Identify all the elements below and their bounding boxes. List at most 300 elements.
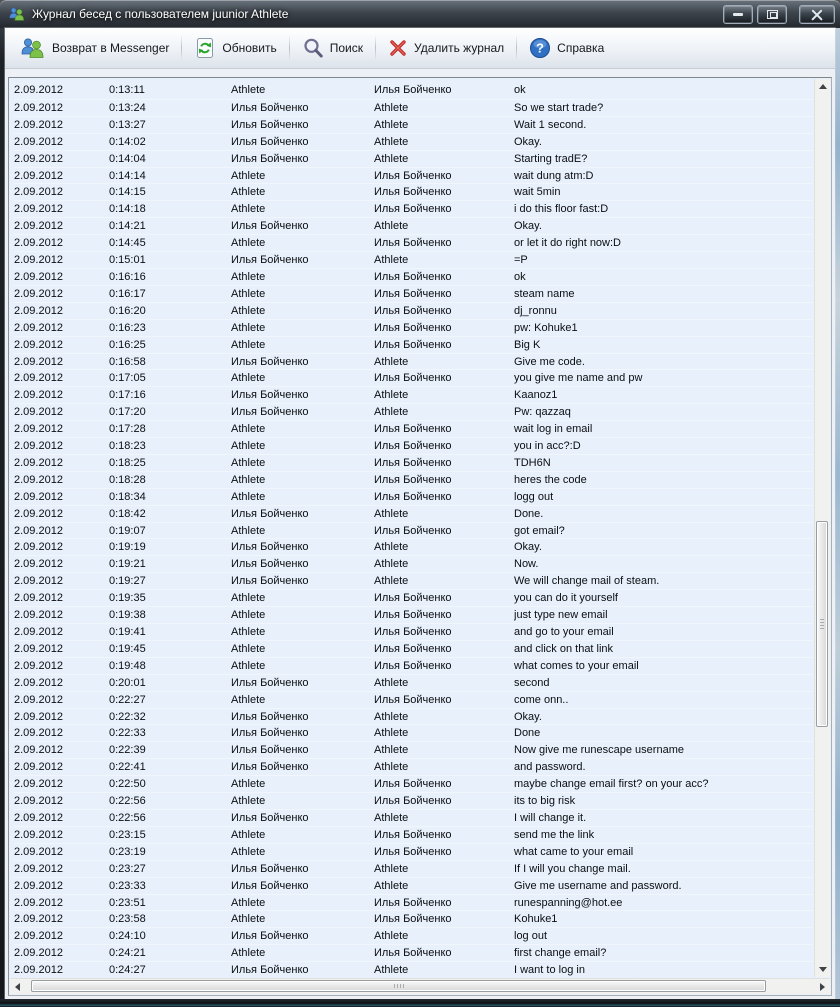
row-recipient: Athlete: [374, 710, 409, 723]
row-message: got email?: [514, 524, 565, 537]
row-date: 2.09.2012: [14, 879, 63, 892]
row-sender: Илья Бойченко: [231, 135, 309, 148]
vertical-scrollbar[interactable]: [814, 79, 830, 977]
chat-log-row[interactable]: [14, 150, 813, 167]
row-sender: Илья Бойченко: [231, 389, 309, 402]
chat-log-row[interactable]: [14, 843, 813, 860]
row-message: Give me username and password.: [514, 879, 682, 892]
chat-log-row[interactable]: [14, 217, 813, 234]
delete-log-button[interactable]: [379, 34, 513, 62]
row-time: 0:19:19: [109, 541, 146, 554]
row-sender: Athlete: [231, 473, 266, 486]
row-message: Done.: [514, 507, 544, 520]
toolbar-button-label: Обновить: [222, 41, 277, 55]
row-date: 2.09.2012: [14, 423, 63, 436]
row-date: 2.09.2012: [14, 761, 63, 774]
row-sender: Илья Бойченко: [231, 727, 309, 740]
chat-log-row[interactable]: [14, 640, 813, 657]
row-date: 2.09.2012: [14, 964, 63, 977]
row-sender: Athlete: [231, 913, 266, 926]
row-time: 0:18:25: [109, 456, 146, 469]
chat-log-row[interactable]: [14, 944, 813, 961]
toolbar-button-label: Удалить журнал: [414, 41, 505, 55]
scroll-up-icon: [819, 84, 827, 89]
row-time: 0:17:16: [109, 389, 146, 402]
row-date: 2.09.2012: [14, 913, 63, 926]
row-time: 0:13:24: [109, 101, 146, 114]
row-recipient: Илья Бойченко: [374, 693, 452, 706]
row-sender: Илья Бойченко: [231, 862, 309, 875]
toolbar-button-label: Поиск: [329, 41, 364, 55]
row-sender: Илья Бойченко: [231, 744, 309, 757]
row-date: 2.09.2012: [14, 727, 63, 740]
row-date: 2.09.2012: [14, 473, 63, 486]
row-time: 0:17:28: [109, 423, 146, 436]
chat-log-row[interactable]: [14, 353, 813, 370]
chat-log-row[interactable]: [14, 437, 813, 454]
chat-log-row[interactable]: [14, 691, 813, 708]
row-message: Starting tradE?: [514, 152, 588, 165]
row-time: 0:18:42: [109, 507, 146, 520]
row-time: 0:18:34: [109, 490, 146, 503]
row-time: 0:23:51: [109, 896, 146, 909]
row-message: Give me code.: [514, 355, 585, 368]
row-date: 2.09.2012: [14, 186, 63, 199]
row-sender: Илья Бойченко: [231, 930, 309, 943]
row-date: 2.09.2012: [14, 609, 63, 622]
row-recipient: Илья Бойченко: [374, 287, 452, 300]
row-sender: Athlete: [231, 84, 266, 96]
chat-log-row[interactable]: [14, 657, 813, 674]
maximize-button[interactable]: [757, 5, 787, 24]
row-time: 0:19:38: [109, 609, 146, 622]
row-sender: Илья Бойченко: [231, 710, 309, 723]
row-time: 0:19:35: [109, 592, 146, 605]
chat-log-row[interactable]: [14, 302, 813, 319]
chat-log-row[interactable]: [14, 860, 813, 877]
chat-log-row[interactable]: [14, 251, 813, 268]
row-date: 2.09.2012: [14, 118, 63, 131]
row-sender: Athlete: [231, 592, 266, 605]
row-time: 0:23:19: [109, 845, 146, 858]
chat-log-row[interactable]: [14, 538, 813, 555]
row-time: 0:14:04: [109, 152, 146, 165]
chat-log-row[interactable]: [14, 386, 813, 403]
chat-log-row[interactable]: [14, 200, 813, 217]
row-date: 2.09.2012: [14, 828, 63, 841]
row-recipient: Athlete: [374, 355, 409, 368]
row-message: or let it do right now:D: [514, 237, 621, 250]
row-message: Kohuke1: [514, 913, 558, 926]
scroll-left-button[interactable]: [10, 979, 25, 994]
row-message: Now give me runescape username: [514, 744, 684, 757]
horizontal-scrollbar[interactable]: [10, 978, 830, 994]
chat-log-row[interactable]: [14, 589, 813, 606]
chat-log-row[interactable]: [14, 82, 813, 99]
row-recipient: Илья Бойченко: [374, 423, 452, 436]
row-time: 0:16:16: [109, 270, 146, 283]
row-sender: Илья Бойченко: [231, 220, 309, 233]
help-icon: [529, 37, 551, 59]
toolbar-separator: [289, 35, 290, 61]
return-to-messenger-button[interactable]: [11, 32, 178, 64]
row-recipient: Athlete: [374, 862, 409, 875]
maximize-icon: [767, 10, 778, 19]
row-recipient: Илья Бойченко: [374, 592, 452, 605]
window-frame-bottom: [0, 999, 840, 1007]
chat-log-row[interactable]: [14, 505, 813, 522]
row-time: 0:22:33: [109, 727, 146, 740]
row-sender: Athlete: [231, 609, 266, 622]
row-sender: Athlete: [231, 947, 266, 960]
chat-log-row[interactable]: [14, 133, 813, 150]
row-recipient: Илья Бойченко: [374, 896, 452, 909]
row-sender: Athlete: [231, 169, 266, 182]
row-date: 2.09.2012: [14, 524, 63, 537]
row-date: 2.09.2012: [14, 270, 63, 283]
row-time: 0:16:20: [109, 304, 146, 317]
toolbar-button-label: Справка: [557, 41, 605, 55]
chat-log-row[interactable]: [14, 99, 813, 116]
vertical-scrollbar-thumb[interactable]: [816, 521, 828, 727]
chat-log-row[interactable]: [14, 167, 813, 184]
row-recipient: Athlete: [374, 879, 409, 892]
row-date: 2.09.2012: [14, 237, 63, 250]
chat-log-row[interactable]: [14, 116, 813, 133]
scroll-down-button[interactable]: [815, 962, 830, 977]
row-date: 2.09.2012: [14, 693, 63, 706]
chat-log-row[interactable]: [14, 894, 813, 911]
row-date: 2.09.2012: [14, 845, 63, 858]
row-time: 0:18:23: [109, 440, 146, 453]
scroll-right-icon: [820, 983, 825, 991]
row-sender: Athlete: [231, 795, 266, 808]
row-message: send me the link: [514, 828, 595, 841]
row-date: 2.09.2012: [14, 372, 63, 385]
chat-log-row[interactable]: [14, 623, 813, 640]
row-date: 2.09.2012: [14, 321, 63, 334]
refresh-button[interactable]: [185, 33, 285, 63]
row-date: 2.09.2012: [14, 862, 63, 875]
row-recipient: Илья Бойченко: [374, 186, 452, 199]
row-sender: Илья Бойченко: [231, 879, 309, 892]
row-time: 0:23:27: [109, 862, 146, 875]
svg-text:?: ?: [536, 40, 545, 56]
row-sender: Athlete: [231, 372, 266, 385]
row-sender: Athlete: [231, 626, 266, 638]
row-sender: Athlete: [231, 659, 266, 672]
row-message: If I will you change mail.: [514, 862, 631, 875]
row-time: 0:22:56: [109, 795, 146, 808]
row-date: 2.09.2012: [14, 507, 63, 520]
row-date: 2.09.2012: [14, 744, 63, 757]
row-date: 2.09.2012: [14, 490, 63, 503]
search-icon: [302, 37, 324, 59]
close-button[interactable]: [799, 5, 835, 24]
search-button[interactable]: [293, 33, 372, 63]
row-message: dj_ronnu: [514, 304, 557, 317]
chat-log-row[interactable]: [14, 927, 813, 944]
row-recipient: Илья Бойченко: [374, 321, 452, 334]
title-bar: [0, 0, 840, 28]
row-time: 0:24:27: [109, 964, 146, 977]
chat-log-row[interactable]: [14, 674, 813, 691]
row-recipient: Athlete: [374, 575, 409, 588]
chat-log-row[interactable]: [14, 336, 813, 353]
row-message: logg out: [514, 490, 554, 503]
row-message: you in acc?:D: [514, 440, 581, 453]
row-sender: Athlete: [231, 896, 266, 909]
row-message: Wait 1 second.: [514, 118, 587, 131]
row-message: heres the code: [514, 473, 587, 486]
row-message: Big K: [514, 338, 541, 351]
row-sender: Athlete: [231, 321, 266, 334]
row-recipient: Илья Бойченко: [374, 845, 452, 858]
row-sender: Илья Бойченко: [231, 152, 309, 165]
row-recipient: Athlete: [374, 135, 409, 148]
messenger-buddies-icon: [8, 6, 26, 22]
row-recipient: Athlete: [374, 676, 409, 689]
row-time: 0:23:15: [109, 828, 146, 841]
row-message: wait dung atm:D: [514, 169, 594, 182]
messenger-buddies-icon: [20, 36, 46, 60]
row-sender: Athlete: [231, 304, 266, 317]
row-recipient: Athlete: [374, 930, 409, 943]
row-recipient: Илья Бойченко: [374, 237, 452, 250]
row-time: 0:13:11: [109, 84, 145, 96]
row-date: 2.09.2012: [14, 389, 63, 402]
row-date: 2.09.2012: [14, 778, 63, 791]
row-recipient: Илья Бойченко: [374, 169, 452, 182]
row-message: Okay.: [514, 710, 542, 723]
row-date: 2.09.2012: [14, 541, 63, 554]
chat-log-row[interactable]: [14, 961, 813, 977]
row-recipient: Илья Бойченко: [374, 642, 452, 655]
row-time: 0:16:23: [109, 321, 146, 334]
chat-log-row[interactable]: [14, 234, 813, 251]
row-message: second: [514, 676, 550, 689]
row-date: 2.09.2012: [14, 135, 63, 148]
row-message: ok: [514, 84, 526, 96]
row-sender: Athlete: [231, 203, 266, 216]
delete-log-icon: [388, 38, 408, 58]
chat-log-row[interactable]: [14, 285, 813, 302]
row-recipient: Athlete: [374, 964, 409, 977]
row-sender: Athlete: [231, 693, 266, 706]
row-sender: Athlete: [231, 186, 266, 199]
scroll-right-button[interactable]: [815, 979, 830, 994]
row-message: TDH6N: [514, 456, 551, 469]
row-date: 2.09.2012: [14, 254, 63, 267]
row-sender: Athlete: [231, 828, 266, 841]
row-sender: Athlete: [231, 642, 266, 655]
chat-log-row[interactable]: [14, 877, 813, 894]
row-sender: Илья Бойченко: [231, 254, 309, 267]
row-recipient: Илья Бойченко: [374, 659, 452, 672]
chat-log-row[interactable]: [14, 555, 813, 572]
row-recipient: Илья Бойченко: [374, 778, 452, 791]
row-time: 0:22:50: [109, 778, 146, 791]
row-message: So we start trade?: [514, 101, 604, 114]
close-icon: [811, 9, 823, 21]
row-date: 2.09.2012: [14, 406, 63, 419]
toolbar-separator: [516, 35, 517, 61]
row-sender: Athlete: [231, 287, 266, 300]
row-recipient: Илья Бойченко: [374, 270, 452, 283]
row-time: 0:15:01: [109, 254, 146, 267]
row-recipient: Илья Бойченко: [374, 304, 452, 317]
row-message: ok: [514, 270, 526, 283]
row-message: its to big risk: [514, 795, 576, 808]
row-time: 0:17:20: [109, 406, 146, 419]
row-message: =P: [514, 254, 528, 267]
row-time: 0:22:32: [109, 710, 146, 723]
chat-log-row[interactable]: [14, 758, 813, 775]
row-recipient: Илья Бойченко: [374, 203, 452, 216]
row-recipient: Athlete: [374, 389, 409, 402]
chat-log-row[interactable]: [14, 809, 813, 826]
scroll-up-button[interactable]: [815, 79, 830, 94]
row-recipient: Athlete: [374, 541, 409, 554]
row-sender: Илья Бойченко: [231, 118, 309, 131]
chat-log-row[interactable]: [14, 471, 813, 488]
row-message: wait 5min: [514, 186, 561, 199]
row-sender: Илья Бойченко: [231, 676, 309, 689]
horizontal-scrollbar-thumb[interactable]: [31, 980, 766, 992]
row-message: you can do it yourself: [514, 592, 618, 605]
chat-log-row[interactable]: [14, 369, 813, 386]
chat-log-row[interactable]: [14, 910, 813, 927]
chat-log-row[interactable]: [14, 420, 813, 437]
row-message: and go to your email: [514, 626, 614, 638]
row-time: 0:19:41: [109, 626, 146, 638]
row-time: 0:14:21: [109, 220, 146, 233]
help-button[interactable]: [520, 33, 613, 63]
chat-log-row[interactable]: [14, 775, 813, 792]
row-recipient: Илья Бойченко: [374, 795, 452, 808]
row-recipient: Athlete: [374, 811, 409, 824]
chat-log-row[interactable]: [14, 572, 813, 589]
row-sender: Athlete: [231, 456, 266, 469]
row-time: 0:19:45: [109, 642, 146, 655]
row-sender: Илья Бойченко: [231, 575, 309, 588]
row-message: We will change mail of steam.: [514, 575, 660, 588]
row-sender: Илья Бойченко: [231, 355, 309, 368]
row-message: log out: [514, 930, 548, 943]
row-recipient: Athlete: [374, 744, 409, 757]
row-message: steam name: [514, 287, 575, 300]
row-date: 2.09.2012: [14, 642, 63, 655]
row-recipient: Илья Бойченко: [374, 440, 452, 453]
row-sender: Athlete: [231, 440, 266, 453]
row-message: Done: [514, 727, 541, 740]
row-time: 0:19:07: [109, 524, 146, 537]
row-time: 0:19:21: [109, 558, 146, 571]
toolbar-separator: [375, 35, 376, 61]
row-recipient: Илья Бойченко: [374, 828, 452, 841]
chat-log-row[interactable]: [14, 708, 813, 725]
row-date: 2.09.2012: [14, 304, 63, 317]
row-time: 0:13:27: [109, 118, 146, 131]
chat-log-listview: [8, 77, 832, 996]
toolbar: [5, 28, 835, 69]
row-time: 0:19:27: [109, 575, 146, 588]
row-date: 2.09.2012: [14, 676, 63, 689]
row-time: 0:16:17: [109, 287, 146, 300]
row-recipient: Athlete: [374, 101, 409, 114]
row-recipient: Athlete: [374, 118, 409, 131]
chat-log-row[interactable]: [14, 454, 813, 471]
row-time: 0:14:02: [109, 135, 146, 148]
window-controls: [719, 5, 835, 24]
row-recipient: Athlete: [374, 558, 409, 571]
chat-log-row[interactable]: [14, 183, 813, 200]
row-sender: Илья Бойченко: [231, 558, 309, 571]
row-recipient: Илья Бойченко: [374, 490, 452, 503]
chat-log-row[interactable]: [14, 488, 813, 505]
row-message: Okay.: [514, 541, 542, 554]
row-message: Now.: [514, 558, 539, 571]
row-recipient: Athlete: [374, 507, 409, 520]
row-time: 0:16:58: [109, 355, 146, 368]
row-time: 0:16:25: [109, 338, 146, 351]
row-message: you give me name and pw: [514, 372, 643, 385]
chat-log-row[interactable]: [14, 522, 813, 539]
row-date: 2.09.2012: [14, 811, 63, 824]
row-message: pw: Kohuke1: [514, 321, 578, 334]
chat-log-row[interactable]: [14, 826, 813, 843]
row-sender: Илья Бойченко: [231, 811, 309, 824]
window-title: Журнал бесед с пользователем juunior Athlete: [32, 7, 289, 21]
chat-log-row[interactable]: [14, 606, 813, 623]
row-date: 2.09.2012: [14, 659, 63, 672]
row-message: come onn..: [514, 693, 569, 706]
row-sender: Athlete: [231, 524, 266, 537]
row-date: 2.09.2012: [14, 84, 63, 96]
row-date: 2.09.2012: [14, 287, 63, 300]
row-sender: Athlete: [231, 270, 266, 283]
row-recipient: Илья Бойченко: [374, 609, 452, 622]
row-message: Pw: qazzaq: [514, 406, 571, 419]
row-date: 2.09.2012: [14, 220, 63, 233]
chat-log-row[interactable]: [14, 319, 813, 336]
row-date: 2.09.2012: [14, 896, 63, 909]
row-sender: Илья Бойченко: [231, 406, 309, 419]
minimize-button[interactable]: [723, 5, 753, 24]
row-date: 2.09.2012: [14, 930, 63, 943]
row-time: 0:14:45: [109, 237, 146, 250]
chat-log-row[interactable]: [14, 741, 813, 758]
chat-log-row[interactable]: [14, 792, 813, 809]
row-time: 0:17:05: [109, 372, 146, 385]
row-recipient: Athlete: [374, 220, 409, 233]
row-date: 2.09.2012: [14, 626, 63, 638]
row-date: 2.09.2012: [14, 575, 63, 588]
row-date: 2.09.2012: [14, 592, 63, 605]
row-message: I want to log in: [514, 964, 585, 977]
toolbar-separator: [181, 35, 182, 61]
chat-log-row[interactable]: [14, 268, 813, 285]
row-recipient: Илья Бойченко: [374, 626, 452, 638]
chat-log-row[interactable]: [14, 724, 813, 741]
row-time: 0:14:15: [109, 186, 146, 199]
chat-log-row[interactable]: [14, 403, 813, 420]
row-time: 0:18:28: [109, 473, 146, 486]
row-message: wait log in email: [514, 423, 593, 436]
row-time: 0:22:41: [109, 761, 146, 774]
row-message: I will change it.: [514, 811, 587, 824]
row-message: Okay.: [514, 220, 542, 233]
